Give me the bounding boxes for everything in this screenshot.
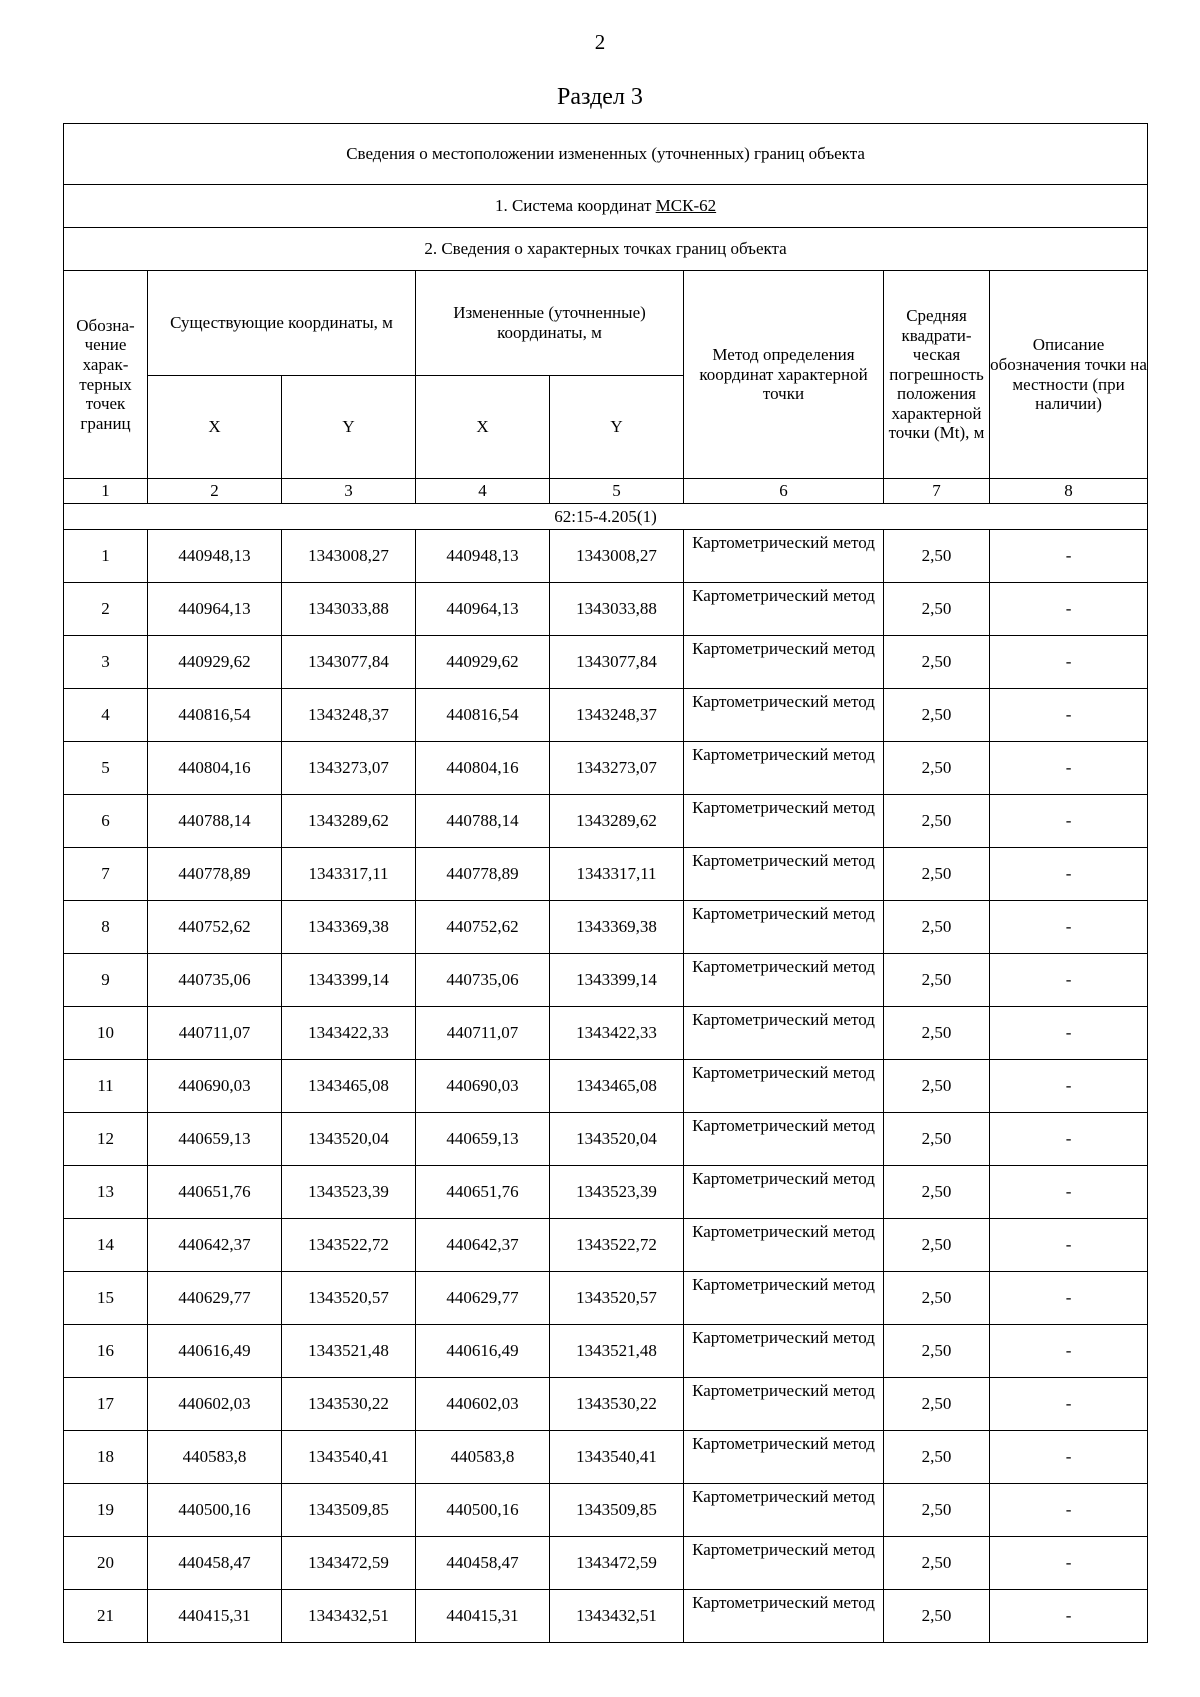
changed-y-cell: 1343520,04 [550,1113,684,1166]
changed-y-cell: 1343530,22 [550,1378,684,1431]
point-number-cell: 15 [64,1272,148,1325]
method-cell: Картометрический метод [684,1378,884,1431]
changed-x-cell: 440659,13 [416,1113,550,1166]
error-cell: 2,50 [884,1378,990,1431]
description-cell: - [990,954,1148,1007]
existing-x-cell: 440735,06 [148,954,282,1007]
existing-x-cell: 440948,13 [148,530,282,583]
changed-x-cell: 440500,16 [416,1484,550,1537]
description-cell: - [990,1113,1148,1166]
existing-y-cell: 1343540,41 [282,1431,416,1484]
changed-y-cell: 1343399,14 [550,954,684,1007]
table-row [64,1431,1148,1484]
changed-y-cell: 1343540,41 [550,1431,684,1484]
existing-y-cell: 1343422,33 [282,1007,416,1060]
description-cell: - [990,1378,1148,1431]
boundary-points-table [63,123,1148,1643]
changed-y-cell: 1343289,62 [550,795,684,848]
existing-y-cell: 1343432,51 [282,1590,416,1643]
table-row [64,583,1148,636]
existing-x-cell: 440964,13 [148,583,282,636]
error-cell: 2,50 [884,901,990,954]
existing-x-cell: 440816,54 [148,689,282,742]
error-cell: 2,50 [884,689,990,742]
existing-y-cell: 1343077,84 [282,636,416,689]
point-number-cell: 4 [64,689,148,742]
method-cell: Картометрический метод [684,1060,884,1113]
header-existing-x: X [148,376,282,479]
point-number-cell: 3 [64,636,148,689]
method-cell: Картометрический метод [684,1166,884,1219]
error-cell: 2,50 [884,636,990,689]
error-cell: 2,50 [884,1325,990,1378]
description-cell: - [990,1219,1148,1272]
changed-y-cell: 1343008,27 [550,530,684,583]
description-cell: - [990,1272,1148,1325]
table-title: Сведения о местоположении измененных (уточненных) границ объекта [64,124,1148,185]
point-number-cell: 6 [64,795,148,848]
changed-x-cell: 440415,31 [416,1590,550,1643]
table-row [64,1219,1148,1272]
changed-y-cell: 1343520,57 [550,1272,684,1325]
existing-x-cell: 440659,13 [148,1113,282,1166]
page-number: 2 [594,30,606,54]
table-row [64,795,1148,848]
existing-y-cell: 1343520,04 [282,1113,416,1166]
point-number-cell: 21 [64,1590,148,1643]
existing-x-cell: 440458,47 [148,1537,282,1590]
existing-x-cell: 440752,62 [148,901,282,954]
changed-y-cell: 1343077,84 [550,636,684,689]
existing-x-cell: 440500,16 [148,1484,282,1537]
existing-y-cell: 1343521,48 [282,1325,416,1378]
changed-x-cell: 440804,16 [416,742,550,795]
table-row [64,901,1148,954]
description-cell: - [990,742,1148,795]
existing-y-cell: 1343520,57 [282,1272,416,1325]
existing-x-cell: 440778,89 [148,848,282,901]
point-rows [64,530,1148,1643]
error-cell: 2,50 [884,1272,990,1325]
header-changed-y: Y [550,376,684,479]
existing-y-cell: 1343399,14 [282,954,416,1007]
point-number-cell: 20 [64,1537,148,1590]
error-cell: 2,50 [884,1590,990,1643]
changed-x-cell: 440735,06 [416,954,550,1007]
table-row [64,1007,1148,1060]
changed-x-cell: 440602,03 [416,1378,550,1431]
table-row [64,1590,1148,1643]
existing-x-cell: 440651,76 [148,1166,282,1219]
error-cell: 2,50 [884,1484,990,1537]
existing-y-cell: 1343289,62 [282,795,416,848]
table-row [64,1325,1148,1378]
changed-y-cell: 1343509,85 [550,1484,684,1537]
changed-y-cell: 1343317,11 [550,848,684,901]
changed-y-cell: 1343432,51 [550,1590,684,1643]
method-cell: Картометрический метод [684,583,884,636]
changed-x-cell: 440964,13 [416,583,550,636]
method-cell: Картометрический метод [684,742,884,795]
description-cell: - [990,1590,1148,1643]
coordinate-system-value: МСК-62 [655,196,717,216]
point-number-cell: 9 [64,954,148,1007]
existing-y-cell: 1343369,38 [282,901,416,954]
point-number-cell: 14 [64,1219,148,1272]
description-cell: - [990,1007,1148,1060]
changed-x-cell: 440778,89 [416,848,550,901]
existing-x-cell: 440642,37 [148,1219,282,1272]
method-cell: Картометрический метод [684,901,884,954]
description-cell: - [990,1060,1148,1113]
header-method: Метод определения координат характерной точки [684,271,884,479]
changed-x-cell: 440616,49 [416,1325,550,1378]
changed-x-cell: 440948,13 [416,530,550,583]
point-number-cell: 16 [64,1325,148,1378]
section-title: Раздел 3 [557,84,643,110]
method-cell: Картометрический метод [684,1431,884,1484]
table-row [64,1166,1148,1219]
changed-x-cell: 440651,76 [416,1166,550,1219]
coordinate-system-label: 1. Система координат [494,196,652,216]
changed-x-cell: 440711,07 [416,1007,550,1060]
changed-x-cell: 440629,77 [416,1272,550,1325]
existing-y-cell: 1343317,11 [282,848,416,901]
error-cell: 2,50 [884,1219,990,1272]
column-number: 8 [990,479,1148,504]
description-cell: - [990,848,1148,901]
existing-y-cell: 1343248,37 [282,689,416,742]
existing-y-cell: 1343273,07 [282,742,416,795]
existing-x-cell: 440629,77 [148,1272,282,1325]
changed-y-cell: 1343521,48 [550,1325,684,1378]
header-changed-x: X [416,376,550,479]
column-number: 5 [550,479,684,504]
description-cell: - [990,583,1148,636]
existing-x-cell: 440602,03 [148,1378,282,1431]
existing-y-cell: 1343472,59 [282,1537,416,1590]
changed-x-cell: 440929,62 [416,636,550,689]
point-number-cell: 17 [64,1378,148,1431]
column-number: 4 [416,479,550,504]
column-number: 7 [884,479,990,504]
error-cell: 2,50 [884,795,990,848]
error-cell: 2,50 [884,1537,990,1590]
error-cell: 2,50 [884,530,990,583]
error-cell: 2,50 [884,1007,990,1060]
changed-x-cell: 440458,47 [416,1537,550,1590]
error-cell: 2,50 [884,583,990,636]
description-cell: - [990,795,1148,848]
method-cell: Картометрический метод [684,1219,884,1272]
column-number: 3 [282,479,416,504]
method-cell: Картометрический метод [684,954,884,1007]
point-number-cell: 13 [64,1166,148,1219]
description-cell: - [990,1431,1148,1484]
parcel-number: 62:15-4.205(1) [64,504,1148,530]
header-existing-coords: Существующие координаты, м [148,271,416,376]
column-number: 6 [684,479,884,504]
error-cell: 2,50 [884,954,990,1007]
table-row [64,1113,1148,1166]
existing-x-cell: 440804,16 [148,742,282,795]
point-number-cell: 7 [64,848,148,901]
existing-y-cell: 1343465,08 [282,1060,416,1113]
point-number-cell: 18 [64,1431,148,1484]
existing-x-cell: 440583,8 [148,1431,282,1484]
header-description: Описание обозначения точки на местности (при наличии) [990,271,1148,479]
description-cell: - [990,636,1148,689]
table-row [64,1484,1148,1537]
point-number-cell: 5 [64,742,148,795]
description-cell: - [990,1484,1148,1537]
error-cell: 2,50 [884,1431,990,1484]
description-cell: - [990,689,1148,742]
changed-y-cell: 1343369,38 [550,901,684,954]
error-cell: 2,50 [884,1113,990,1166]
method-cell: Картометрический метод [684,1590,884,1643]
point-number-cell: 2 [64,583,148,636]
method-cell: Картометрический метод [684,636,884,689]
point-number-cell: 1 [64,530,148,583]
header-changed-coords: Измененные (уточненные) координаты, м [416,271,684,376]
existing-y-cell: 1343523,39 [282,1166,416,1219]
point-number-cell: 19 [64,1484,148,1537]
changed-y-cell: 1343422,33 [550,1007,684,1060]
table-row [64,1378,1148,1431]
table-row [64,1537,1148,1590]
point-number-cell: 10 [64,1007,148,1060]
changed-y-cell: 1343273,07 [550,742,684,795]
existing-y-cell: 1343522,72 [282,1219,416,1272]
points-section-title: 2. Сведения о характерных точках границ объекта [64,228,1148,271]
method-cell: Картометрический метод [684,1537,884,1590]
error-cell: 2,50 [884,848,990,901]
method-cell: Картометрический метод [684,848,884,901]
changed-y-cell: 1343248,37 [550,689,684,742]
description-cell: - [990,1166,1148,1219]
changed-x-cell: 440583,8 [416,1431,550,1484]
column-number: 1 [64,479,148,504]
changed-y-cell: 1343465,08 [550,1060,684,1113]
existing-y-cell: 1343033,88 [282,583,416,636]
changed-x-cell: 440642,37 [416,1219,550,1272]
changed-x-cell: 440816,54 [416,689,550,742]
changed-y-cell: 1343522,72 [550,1219,684,1272]
description-cell: - [990,1325,1148,1378]
existing-y-cell: 1343008,27 [282,530,416,583]
column-number: 2 [148,479,282,504]
error-cell: 2,50 [884,1166,990,1219]
header-designation: Обозна-чение харак-терных точек границ [64,271,148,479]
method-cell: Картометрический метод [684,1325,884,1378]
method-cell: Картометрический метод [684,1007,884,1060]
existing-x-cell: 440616,49 [148,1325,282,1378]
existing-y-cell: 1343509,85 [282,1484,416,1537]
description-cell: - [990,1537,1148,1590]
method-cell: Картометрический метод [684,1113,884,1166]
point-number-cell: 11 [64,1060,148,1113]
table-row [64,954,1148,1007]
changed-x-cell: 440752,62 [416,901,550,954]
point-number-cell: 8 [64,901,148,954]
method-cell: Картометрический метод [684,689,884,742]
table-row [64,848,1148,901]
header-error: Средняя квадрати-ческая погрешность положения характерной точки (Mt), м [884,271,990,479]
column-numbers-row [64,479,1148,504]
changed-y-cell: 1343472,59 [550,1537,684,1590]
existing-y-cell: 1343530,22 [282,1378,416,1431]
changed-y-cell: 1343523,39 [550,1166,684,1219]
changed-x-cell: 440690,03 [416,1060,550,1113]
existing-x-cell: 440929,62 [148,636,282,689]
changed-y-cell: 1343033,88 [550,583,684,636]
existing-x-cell: 440711,07 [148,1007,282,1060]
table-row [64,742,1148,795]
method-cell: Картометрический метод [684,1272,884,1325]
coordinate-system-row [64,185,1148,228]
table-row [64,530,1148,583]
method-cell: Картометрический метод [684,795,884,848]
method-cell: Картометрический метод [684,1484,884,1537]
existing-x-cell: 440690,03 [148,1060,282,1113]
table-row [64,689,1148,742]
existing-x-cell: 440788,14 [148,795,282,848]
table-row [64,1272,1148,1325]
table-row [64,636,1148,689]
description-cell: - [990,530,1148,583]
existing-x-cell: 440415,31 [148,1590,282,1643]
table-row [64,1060,1148,1113]
error-cell: 2,50 [884,1060,990,1113]
method-cell: Картометрический метод [684,530,884,583]
changed-x-cell: 440788,14 [416,795,550,848]
point-number-cell: 12 [64,1113,148,1166]
error-cell: 2,50 [884,742,990,795]
header-existing-y: Y [282,376,416,479]
description-cell: - [990,901,1148,954]
